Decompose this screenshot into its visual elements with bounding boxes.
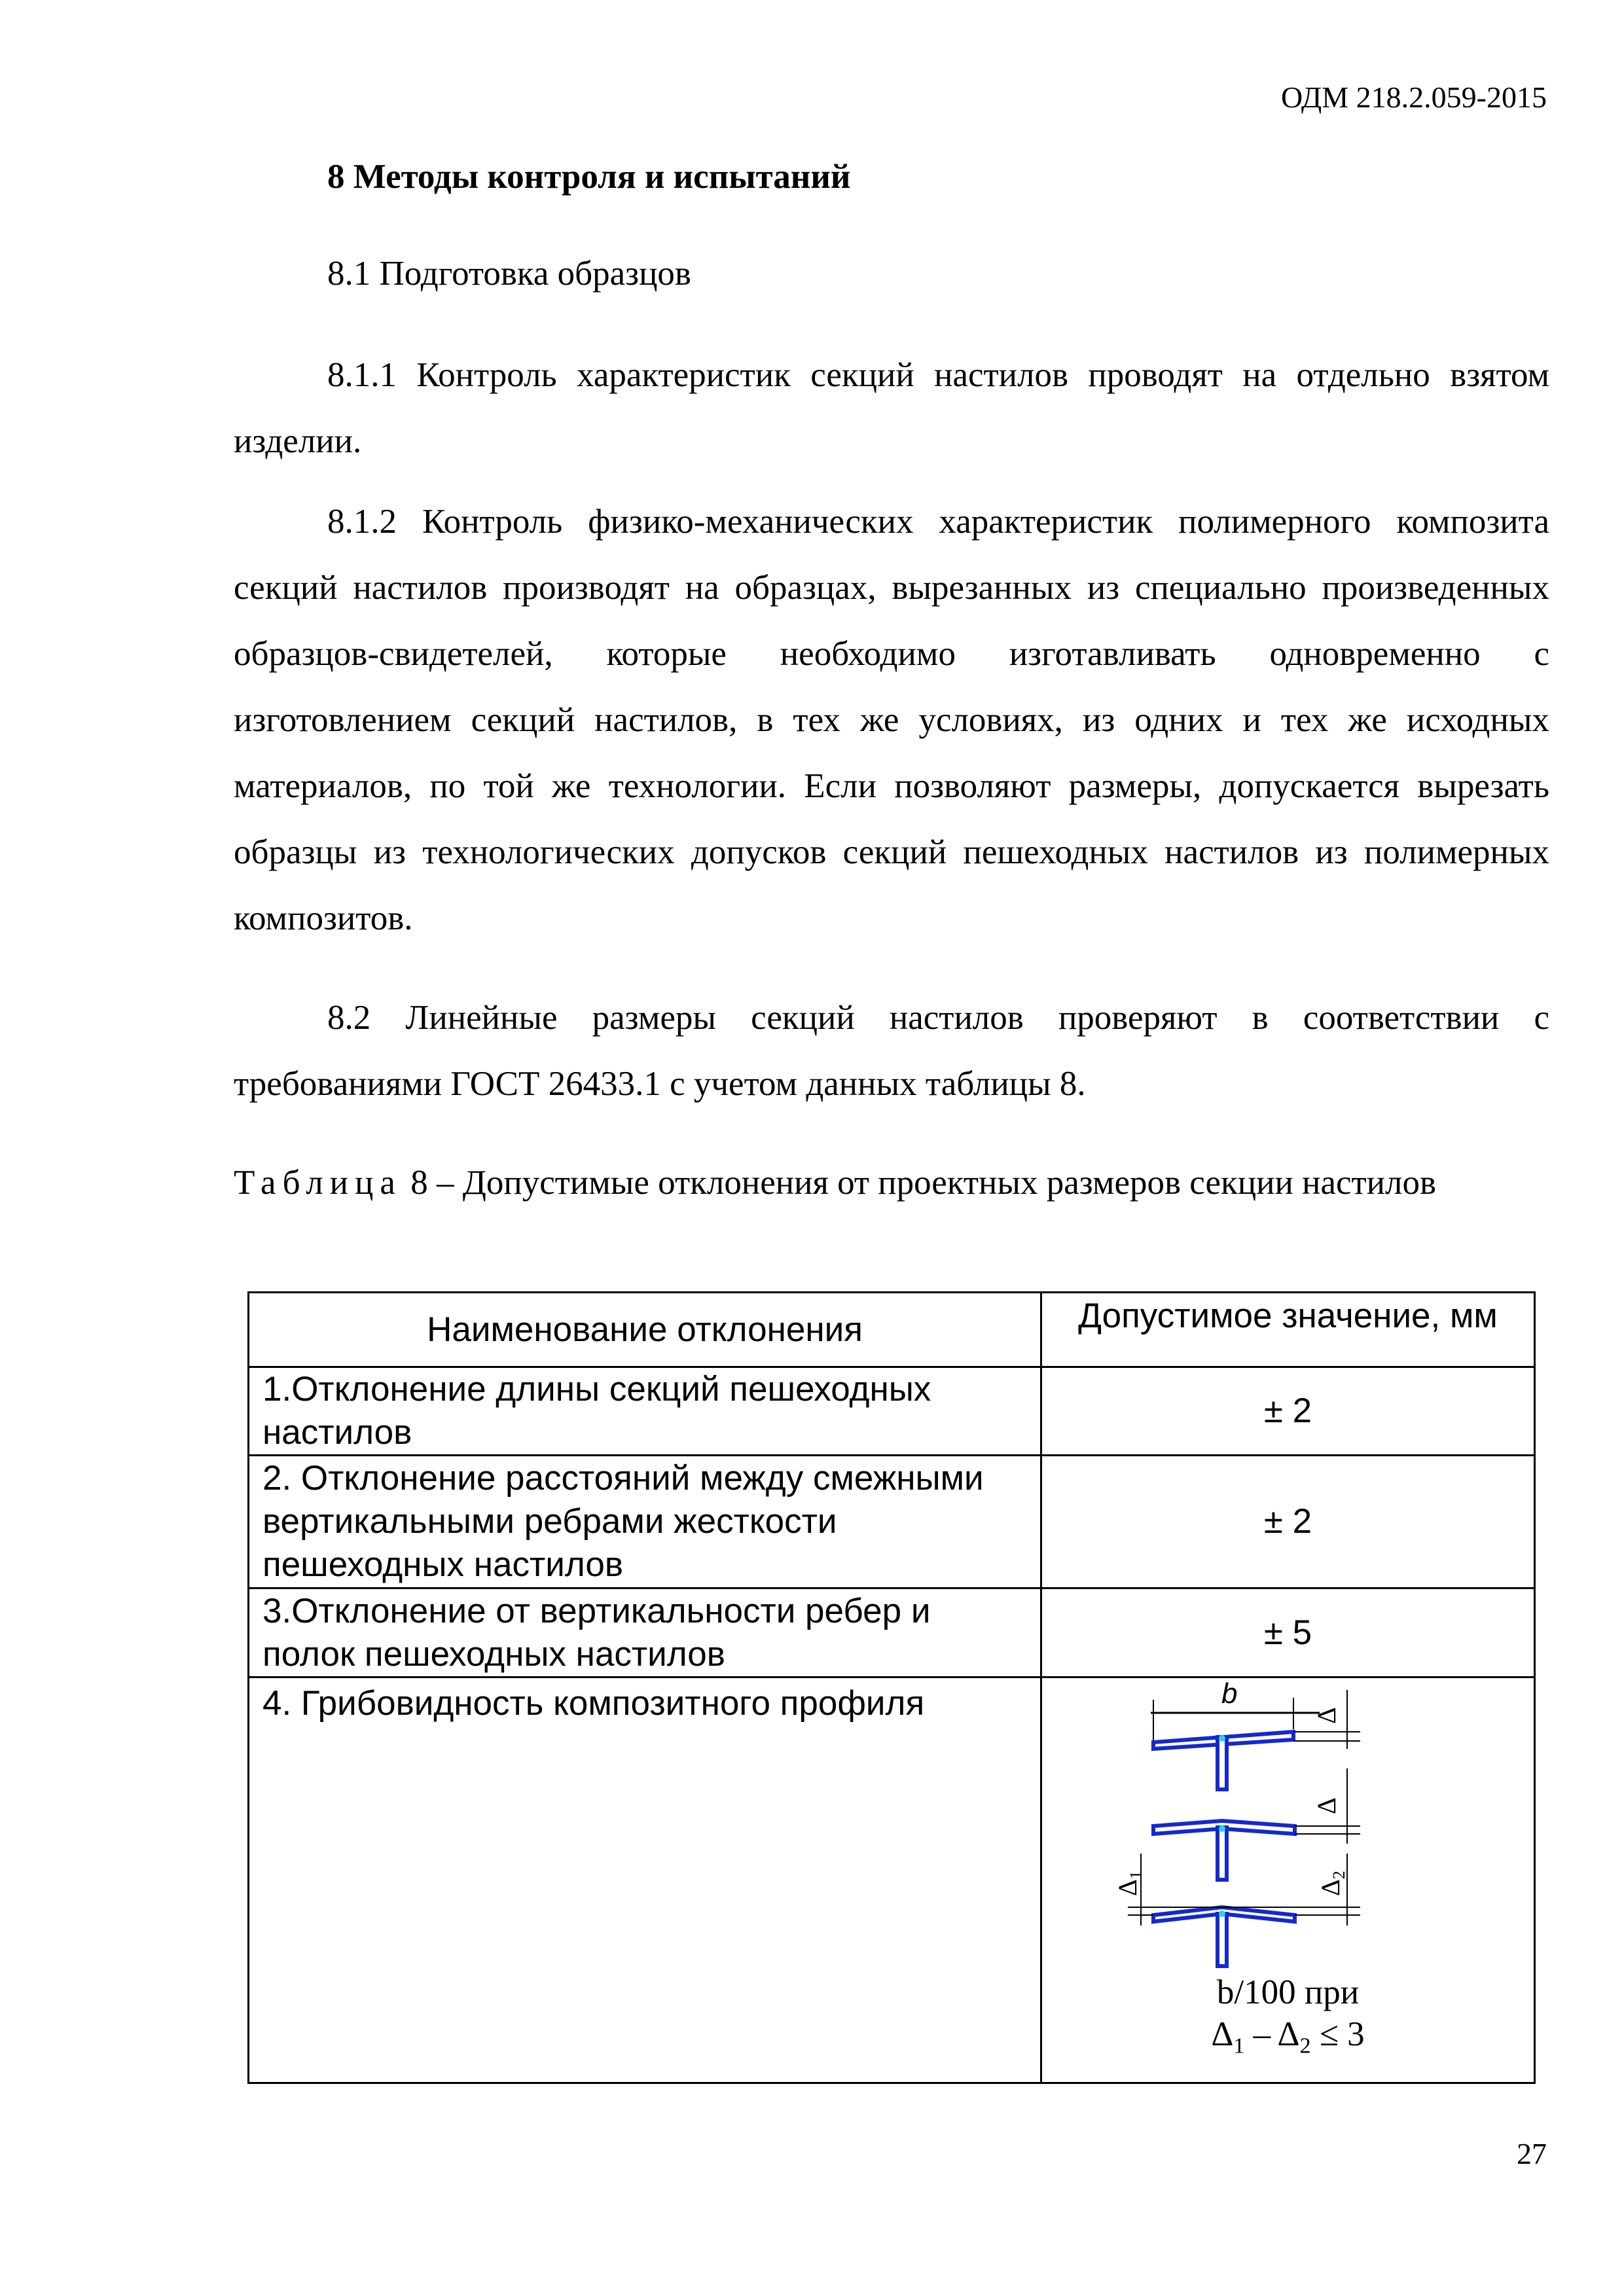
paragraph-text: 8.1.2 Контроль физико-механических характеристик полимерного композита секций настилов производят на образцах, вырезанных из специально произведенных образцов-свидетелей, которые необходимо изготавливать одновременно с изготовлением секций настилов, в тех же условиях, из одних и тех же исходных материалов, по той же технологии. Если позволяют размеры, допускается вырезать образцы из технологических допусков секций пешеходных настилов из полимерных композитов. [234, 503, 1549, 937]
row-value-cell [1041, 1677, 1535, 2083]
document-code: ОДМ 218.2.059-2015 [1280, 81, 1547, 114]
row-name-cell: 2. Отклонение расстояний между смежными вертикальными ребрами жесткости пешеходных настилов [249, 1456, 1041, 1588]
subsection-title: 8.1 Подготовка образцов [327, 255, 691, 293]
row-value-cell: ± 5 [1041, 1588, 1535, 1677]
table-row [249, 1677, 1535, 2083]
table-caption-text: 8 – Допустимые отклонения от проектных размеров секции настилов [410, 1164, 1436, 1202]
header-cell-name: Наименование отклонения [249, 1293, 1041, 1367]
row-value-cell: ± 2 [1041, 1456, 1535, 1588]
paragraph-8-1-2 [234, 489, 1549, 952]
profile-2 [1153, 1768, 1360, 1880]
table-row [249, 1456, 1535, 1588]
header-cell-value: Допустимое значение, мм [1041, 1293, 1535, 1367]
formula-line-1: b/100 при [1216, 1973, 1360, 2011]
paragraph-8-2 [234, 985, 1549, 1117]
tolerance-formula [1042, 1971, 1534, 2068]
profile-1 [1151, 1677, 1360, 1789]
label-b: b [1221, 1677, 1237, 1710]
table-row [249, 1588, 1535, 1677]
table-row [249, 1367, 1535, 1456]
paragraph-text: 8.1.1 Контроль характеристик секций настилов проводят на отдельно взятом изделии. [234, 356, 1549, 460]
row-value-cell: ± 2 [1041, 1367, 1535, 1456]
row-name-cell: 3.Отклонение от вертикальности ребер и полок пешеходных настилов [249, 1588, 1041, 1677]
table-caption [234, 1150, 1549, 1216]
paragraph-text: 8.2 Линейные размеры секций настилов проверяют в соответствии с требованиями ГОСТ 26433.1 с учетом данных таблицы 8. [234, 999, 1549, 1103]
label-delta: Δ [1311, 1797, 1341, 1814]
row-name-cell: 1.Отклонение длины секций пешеходных настилов [249, 1367, 1041, 1456]
paragraph-8-1-1 [234, 342, 1549, 475]
label-delta-2: $\Delta_2$ [1315, 1871, 1348, 1896]
row-name-cell: 4. Грибовидность композитного профиля [249, 1677, 1041, 2083]
profile-3 [1113, 1854, 1360, 1966]
label-delta: Δ [1311, 1707, 1341, 1724]
section-title: 8 Методы контроля и испытаний [327, 158, 851, 196]
deviation-table [247, 1291, 1536, 2084]
table-caption-label: Таблица [234, 1164, 402, 1202]
formula-line-2: $\Delta_1 - \Delta_2 \le 3$ [1211, 2015, 1365, 2058]
label-delta-1: $\Delta_1$ [1112, 1871, 1146, 1896]
mushroom-profile-diagram [1112, 1677, 1426, 1971]
page-number: 27 [1517, 2137, 1547, 2170]
table-header-row [249, 1293, 1535, 1367]
